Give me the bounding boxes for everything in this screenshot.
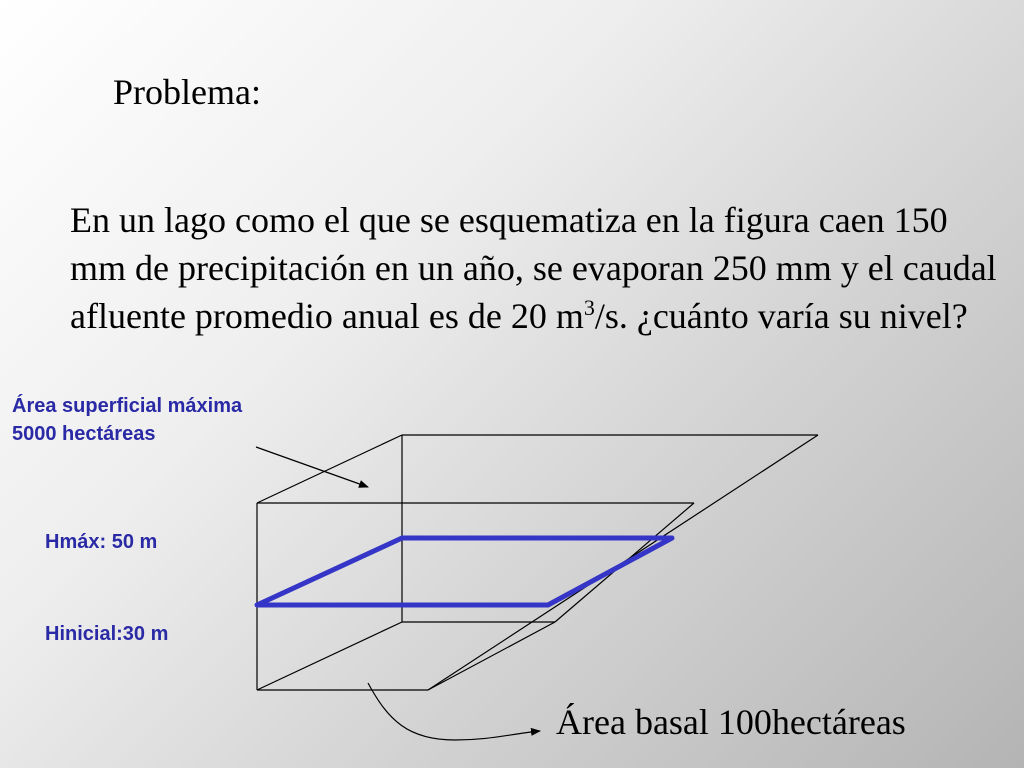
max-area-arrow: [256, 447, 368, 487]
bottom-left-depth-edge: [257, 622, 402, 690]
max-area-label-line1: Área superficial máxima: [12, 395, 243, 417]
basal-area-label: Área basal 100hectáreas: [556, 702, 906, 742]
lake-outline: [257, 435, 818, 690]
problem-superscript: 3: [583, 295, 595, 320]
max-area-label-line2: 5000 hectáreas: [12, 423, 156, 445]
problem-text-part2: /s. ¿cuánto varía su nivel?: [594, 296, 968, 336]
hinicial-label: Hinicial:30 m: [45, 623, 169, 645]
hmax-label: Hmáx: 50 m: [45, 531, 158, 553]
basal-area-arrow: [368, 683, 540, 740]
slide-title: Problema:: [113, 72, 261, 112]
top-left-depth-edge: [257, 435, 402, 503]
bottom-right-edge: [428, 622, 555, 690]
water-level-plane: [257, 538, 672, 605]
problem-text-part1: En un lago como el que se esquematiza en la figura caen 150 mm de precipitación en un año, se evaporan 250 mm y el caudal afluente promedio anual es de 20 m: [70, 200, 997, 336]
